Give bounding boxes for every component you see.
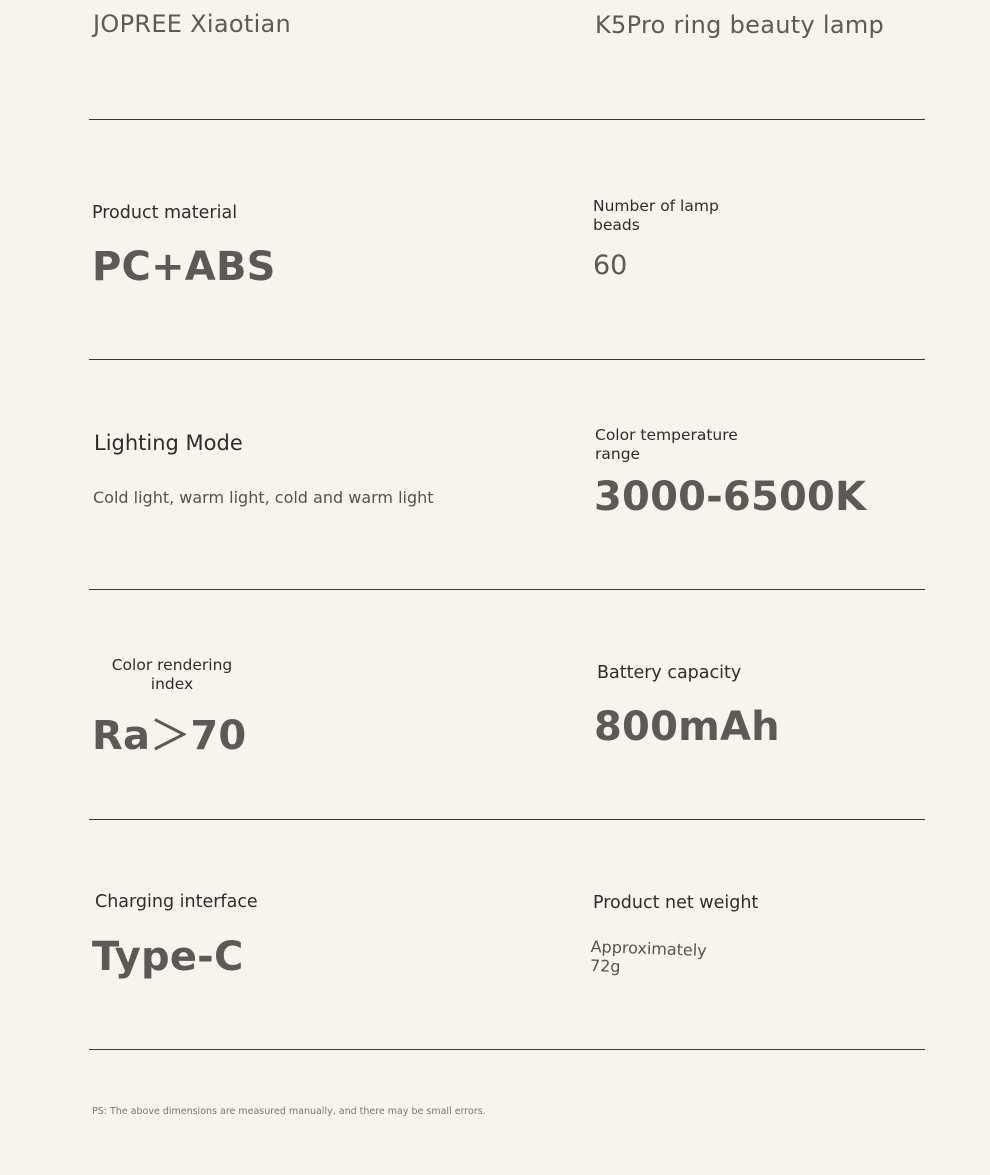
beads-label: Number of lamp beads bbox=[593, 197, 719, 234]
lighting-value: Cold light, warm light, cold and warm light bbox=[93, 488, 434, 507]
divider bbox=[89, 119, 925, 120]
color-temp-value: 3000-6500K bbox=[594, 474, 867, 520]
color-temp-label: Color temperature range bbox=[595, 426, 738, 463]
lighting-label: Lighting Mode bbox=[94, 431, 243, 455]
footnote: PS: The above dimensions are measured manually, and there may be small errors. bbox=[92, 1106, 486, 1117]
beads-value: 60 bbox=[593, 250, 628, 281]
product-name: K5Pro ring beauty lamp bbox=[595, 11, 885, 39]
divider bbox=[89, 589, 925, 590]
weight-label: Product net weight bbox=[593, 893, 759, 913]
cri-label: Color rendering index bbox=[111, 656, 233, 693]
brand-name: JOPREE Xiaotian bbox=[93, 10, 292, 38]
charging-label: Charging interface bbox=[95, 892, 258, 912]
divider bbox=[89, 819, 925, 820]
battery-value: 800mAh bbox=[594, 704, 780, 750]
material-label: Product material bbox=[92, 203, 238, 223]
weight-value: Approximately 72g bbox=[589, 937, 708, 977]
charging-value: Type-C bbox=[92, 934, 244, 980]
divider bbox=[89, 359, 925, 360]
cri-value: Ra＞70 bbox=[92, 713, 247, 759]
divider bbox=[89, 1049, 925, 1050]
material-value: PC+ABS bbox=[92, 244, 276, 290]
battery-label: Battery capacity bbox=[597, 663, 742, 683]
